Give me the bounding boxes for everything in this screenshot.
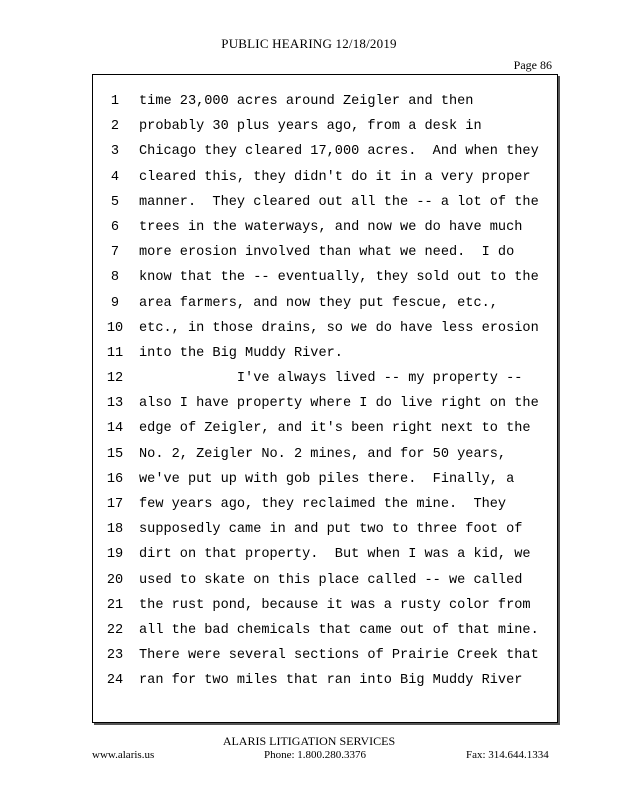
transcript-lines (93, 89, 557, 694)
transcript-line (93, 114, 557, 139)
line-text: probably 30 plus years ago, from a desk in (139, 119, 482, 135)
line-number: 23 (106, 648, 124, 664)
transcript-line (93, 366, 557, 391)
header-title: PUBLIC HEARING 12/18/2019 (221, 36, 397, 51)
line-number: 6 (110, 219, 120, 235)
line-number: 14 (106, 421, 124, 437)
transcript-line (93, 542, 557, 567)
line-text: manner. They cleared out all the -- a lot of the (139, 194, 539, 210)
line-number: 2 (110, 119, 120, 135)
line-text: used to skate on this place called -- we called (139, 572, 523, 588)
transcript-line (93, 668, 557, 693)
line-text: Chicago they cleared 17,000 acres. And when they (139, 144, 539, 160)
line-text: into the Big Muddy River. (139, 345, 343, 361)
line-number: 10 (106, 320, 124, 336)
line-text: time 23,000 acres around Zeigler and then (139, 94, 474, 109)
transcript-line (93, 341, 557, 366)
line-text: trees in the waterways, and now we do have much (139, 219, 523, 235)
line-text: etc., in those drains, so we do have less erosion (139, 320, 539, 336)
line-number: 18 (106, 522, 124, 538)
line-text: dirt on that property. But when I was a kid, we (139, 547, 531, 563)
page-number: Page 86 (513, 58, 552, 72)
line-number: 21 (106, 597, 124, 613)
line-number: 15 (106, 446, 124, 462)
transcript-line (93, 265, 557, 290)
line-number: 22 (106, 622, 124, 638)
line-number: 20 (106, 572, 124, 588)
footer-website: www.alaris.us (92, 749, 155, 761)
footer-fax: Fax: 314.644.1334 (466, 749, 549, 761)
line-number: 1 (110, 94, 120, 109)
transcript-line (93, 316, 557, 341)
footer-phone: Phone: 1.800.280.3376 (264, 749, 367, 761)
line-number: 12 (106, 371, 124, 387)
line-number: 11 (106, 345, 124, 361)
line-text: the rust pond, because it was a rusty color from (139, 597, 531, 613)
transcript-line (93, 190, 557, 215)
line-text: ran for two miles that ran into Big Muddy River (139, 673, 523, 689)
line-text: area farmers, and now they put fescue, etc., (139, 295, 498, 311)
line-number: 13 (106, 396, 124, 412)
transcript-line (93, 618, 557, 643)
line-number: 16 (106, 471, 124, 487)
line-number: 3 (110, 144, 120, 160)
transcript-line (93, 442, 557, 467)
line-number: 17 (106, 497, 124, 512)
line-number: 4 (110, 169, 120, 185)
transcript-frame (92, 74, 558, 723)
line-text: There were several sections of Prairie Creek that (139, 648, 539, 664)
line-number: 5 (110, 194, 120, 210)
line-text: I've always lived -- my property -- (139, 371, 523, 387)
footer-company: ALARIS LITIGATION SERVICES (222, 734, 396, 748)
line-number: 9 (110, 295, 120, 311)
transcript-line (93, 467, 557, 492)
transcript-line (93, 165, 557, 190)
line-text: No. 2, Zeigler No. 2 mines, and for 50 years, (139, 446, 507, 462)
transcript-line (93, 416, 557, 441)
line-text: know that the -- eventually, they sold out to the (139, 270, 539, 286)
line-number: 24 (106, 673, 124, 689)
transcript-line (93, 568, 557, 593)
transcript-line (93, 291, 557, 316)
transcript-line (93, 643, 557, 668)
transcript-line (93, 89, 557, 114)
transcript-line (93, 593, 557, 618)
transcript-line (93, 215, 557, 240)
line-text: more erosion involved than what we need. I do (139, 245, 515, 261)
line-text: cleared this, they didn't do it in a very proper (139, 169, 531, 185)
transcript-line (93, 391, 557, 416)
line-text: supposedly came in and put two to three foot of (139, 522, 523, 538)
transcript-line (93, 139, 557, 164)
line-text: edge of Zeigler, and it's been right next to the (139, 421, 531, 437)
line-number: 8 (110, 270, 120, 286)
transcript-line (93, 517, 557, 542)
transcript-line (93, 240, 557, 265)
line-number: 19 (106, 547, 124, 563)
line-text: we've put up with gob piles there. Finally, a (139, 471, 515, 487)
transcript-line (93, 492, 557, 517)
line-text: also I have property where I do live right on the (139, 396, 539, 412)
line-text: few years ago, they reclaimed the mine. They (139, 497, 507, 512)
line-text: all the bad chemicals that came out of that mine. (139, 622, 539, 638)
line-number: 7 (110, 245, 120, 261)
